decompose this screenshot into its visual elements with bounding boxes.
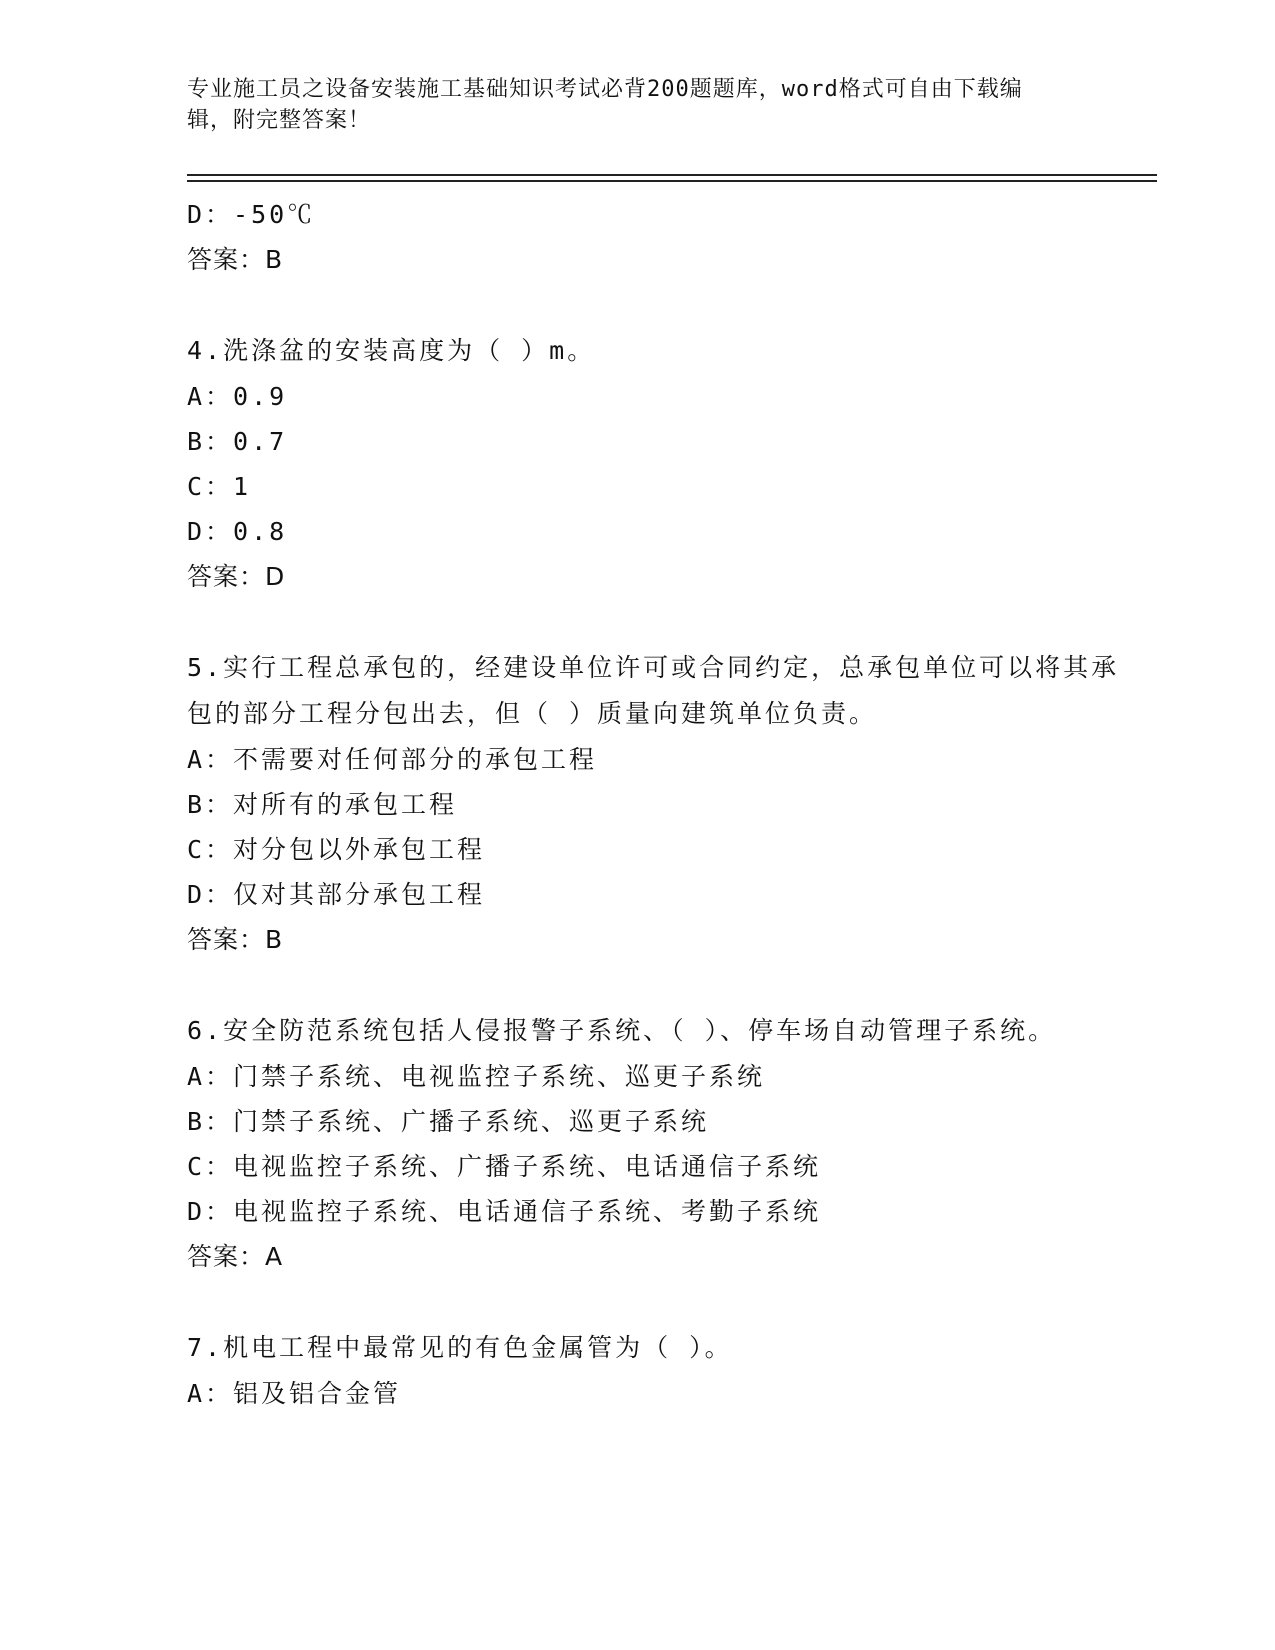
answer-line: 答案：B	[187, 925, 284, 954]
option-d: D：-50℃	[187, 200, 316, 229]
option-d: D：仅对其部分承包工程	[187, 880, 486, 909]
answer-line: 答案：A	[187, 1242, 284, 1271]
option-b: B：对所有的承包工程	[187, 790, 458, 819]
header-divider-top	[187, 174, 1157, 176]
option-b: B：门禁子系统、广播子系统、巡更子系统	[187, 1107, 710, 1136]
question-block	[187, 645, 1127, 962]
question-text: 5.实行工程总承包的，经建设单位许可或合同约定，总承包单位可以将其承包的部分工程分包出去，但（ ）质量向建筑单位负责。	[187, 653, 1120, 728]
question-text: 7.机电工程中最常见的有色金属管为（ ）。	[187, 1333, 733, 1362]
option-d: D：电视监控子系统、电话通信子系统、考勤子系统	[187, 1197, 822, 1226]
question-block	[187, 328, 1127, 599]
answer-line: 答案：B	[187, 245, 284, 274]
option-d: D：0.8	[187, 517, 288, 546]
option-a: A：铝及铝合金管	[187, 1379, 402, 1408]
option-c: C：电视监控子系统、广播子系统、电话通信子系统	[187, 1152, 822, 1181]
option-c: C：1	[187, 472, 252, 501]
question-text: 4.洗涤盆的安装高度为（ ）m。	[187, 336, 596, 365]
option-c: C：对分包以外承包工程	[187, 835, 486, 864]
header-divider-bottom	[187, 180, 1157, 182]
option-a: A：不需要对任何部分的承包工程	[187, 745, 598, 774]
question-block	[187, 1325, 1127, 1416]
question-text: 6.安全防范系统包括人侵报警子系统、（ ）、停车场自动管理子系统。	[187, 1016, 1057, 1045]
option-b: B：0.7	[187, 427, 288, 456]
document-body	[187, 192, 1127, 1416]
question-block	[187, 1008, 1127, 1279]
header-title: 专业施工员之设备安装施工基础知识考试必背200题题库，word格式可自由下载编辑，附完整答案！	[187, 77, 1023, 133]
option-a: A：门禁子系统、电视监控子系统、巡更子系统	[187, 1062, 766, 1091]
document-header	[187, 74, 1067, 136]
option-a: A：0.9	[187, 382, 288, 411]
answer-line: 答案：D	[187, 562, 286, 591]
